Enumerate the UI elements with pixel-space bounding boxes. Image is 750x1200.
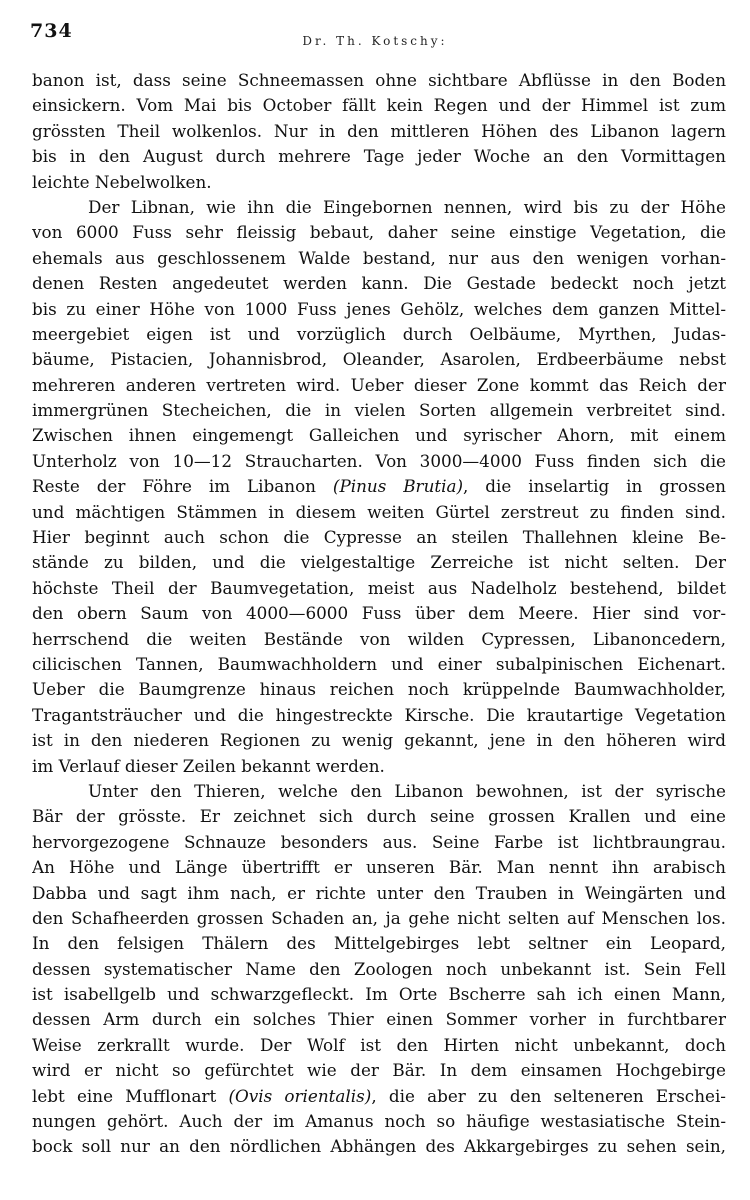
text-line: Zwischen ihnen eingemengt Galleichen und syrischer Ahorn, mit einem	[32, 425, 726, 446]
text-line: herrschend die weiten Bestände von wilden Cypressen, Libanoncedern,	[32, 628, 726, 649]
text-line: von 6000 Fuss sehr fleissig bebaut, daher seine einstige Vegetation, die	[32, 222, 726, 243]
text-line-with-latin	[32, 474, 726, 499]
text-line: An Höhe und Länge übertrifft er unseren Bär. Man nennt ihn arabisch	[32, 857, 726, 878]
text-line: ist in den niederen Regionen zu wenig gekannt, jene in den höheren wird	[32, 730, 726, 751]
text-line: dessen Arm durch ein solches Thier einen Sommer vorher in furchtbarer	[32, 1009, 726, 1030]
latin-species-name: (Ovis orientalis)	[228, 1085, 372, 1106]
text-line: leichte Nebelwolken.	[32, 171, 212, 192]
text-line: dessen systematischer Name den Zoologen noch unbekannt ist. Sein Fell	[32, 958, 726, 979]
text-line: einsickern. Vom Mai bis October fällt kein Regen und der Himmel ist zum	[32, 95, 726, 116]
text-line: wird er nicht so gefürchtet wie der Bär. In dem einsamen Hochgebirge	[32, 1060, 726, 1081]
text-line: Unter den Thieren, welche den Libanon bewohnen, ist der syrische	[88, 780, 726, 801]
text-line: und mächtigen Stämmen in diesem weiten Gürtel zerstreut zu finden sind.	[32, 501, 726, 522]
text-segment: , die aber zu den selteneren Erschei-	[371, 1085, 726, 1106]
text-line: höchste Theil der Baumvegetation, meist aus Nadelholz bestehend, bildet	[32, 577, 726, 598]
text-line: den obern Saum von 4000—6000 Fuss über dem Meere. Hier sind vor-	[32, 603, 726, 624]
text-line: hervorgezogene Schnauze besonders aus. Seine Farbe ist lichtbraungrau.	[32, 831, 726, 852]
text-line: cilicischen Tannen, Baumwachholdern und einer subalpinischen Eichenart.	[32, 653, 726, 674]
text-line: Weise zerkrallt wurde. Der Wolf ist den Hirten nicht unbekannt, doch	[32, 1034, 726, 1055]
text-line: immergrünen Stecheichen, die in vielen Sorten allgemein verbreitet sind.	[32, 400, 726, 421]
text-line: Dabba und sagt ihm nach, er richte unter den Trauben in Weingärten und	[32, 882, 726, 903]
body-text	[32, 68, 726, 1160]
latin-species-name: (Pinus Brutia)	[332, 476, 464, 497]
text-line: banon ist, dass seine Schneemassen ohne sichtbare Abflüsse in den Boden	[32, 70, 726, 90]
text-line: bock soll nur an den nördlichen Abhängen des Akkargebirges zu sehen sein,	[32, 1136, 726, 1157]
text-line: Tragantsträucher und die hingestreckte Kirsche. Die krautartige Vegetation	[32, 704, 726, 725]
text-line: stände zu bilden, und die vielgestaltige Zerreiche ist nicht selten. Der	[32, 552, 726, 573]
text-line: mehreren anderen vertreten wird. Ueber dieser Zone kommt das Reich der	[32, 374, 726, 395]
text-line: In den felsigen Thälern des Mittelgebirges lebt seltner ein Leopard,	[32, 933, 726, 954]
text-line-with-latin	[32, 1084, 726, 1109]
page-number: 734	[30, 20, 73, 42]
text-line: ehemals aus geschlossenem Walde bestand, nur aus den wenigen vorhan-	[32, 247, 726, 268]
text-line: meergebiet eigen ist und vorzüglich durch Oelbäume, Myrthen, Judas-	[32, 323, 726, 344]
text-line: Bär der grösste. Er zeichnet sich durch seine grossen Krallen und eine	[32, 806, 726, 827]
text-line: Ueber die Baumgrenze hinaus reichen noch krüppelnde Baumwachholder,	[32, 679, 726, 700]
text-line: Hier beginnt auch schon die Cypresse an steilen Thallehnen kleine Be-	[32, 527, 726, 548]
text-line: bäume, Pistacien, Johannisbrod, Oleander, Asarolen, Erdbeerbäume nebst	[32, 349, 726, 370]
text-line: bis in den August durch mehrere Tage jeder Woche an den Vormittagen	[32, 146, 726, 167]
text-line: Der Libnan, wie ihn die Eingebornen nennen, wird bis zu der Höhe	[88, 196, 726, 217]
text-segment: Reste der Föhre im Libanon	[32, 476, 333, 497]
text-line: nungen gehört. Auch der im Amanus noch so häufige westasiatische Stein-	[32, 1111, 726, 1132]
text-segment: lebt eine Mufflonart	[32, 1085, 229, 1106]
text-line: denen Resten angedeutet werden kann. Die Gestade bedeckt noch jetzt	[32, 273, 726, 294]
text-line: ist isabellgelb und schwarzgefleckt. Im Orte Bscherre sah ich einen Mann,	[32, 984, 726, 1005]
text-line: grössten Theil wolkenlos. Nur in den mittleren Höhen des Libanon lagern	[32, 120, 726, 141]
text-line: bis zu einer Höhe von 1000 Fuss jenes Gehölz, welches dem ganzen Mittel-	[32, 298, 726, 319]
text-segment: , die inselartig in grossen	[463, 476, 726, 497]
text-line: Unterholz von 10—12 Straucharten. Von 3000—4000 Fuss finden sich die	[32, 450, 726, 471]
running-head: Dr. Th. Kotschy:	[302, 34, 448, 48]
text-line: im Verlauf dieser Zeilen bekannt werden.	[32, 755, 385, 776]
text-line: den Schafheerden grossen Schaden an, ja gehe nicht selten auf Menschen los.	[32, 907, 726, 928]
